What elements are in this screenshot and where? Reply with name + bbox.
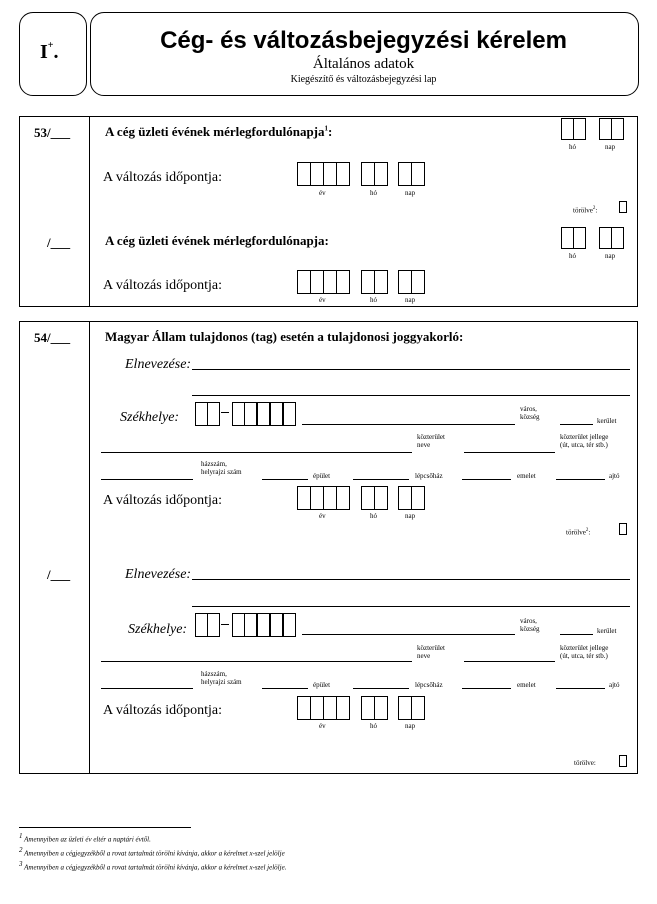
s54b-change-date-label: A változás időpontja:	[103, 703, 222, 718]
s54-name-label: Elnevezése:	[125, 357, 192, 372]
s53b-cmonth-box-1[interactable]	[361, 270, 375, 294]
page-title: Cég- és változásbejegyzési kérelem	[160, 27, 567, 54]
s54-street-type-line[interactable]	[464, 452, 555, 453]
form-code-sup: +	[47, 40, 54, 51]
s54b-door-line[interactable]	[556, 688, 605, 689]
s53b-change-date-label: A változás időpontja:	[103, 278, 222, 293]
s54b-house-number-line[interactable]	[101, 688, 193, 689]
s53-month-box-2[interactable]	[573, 118, 586, 140]
s53b-year-box-3[interactable]	[323, 270, 337, 294]
s54-postcode-box-7[interactable]	[283, 402, 296, 426]
s54b-year-box-3[interactable]	[323, 696, 337, 720]
section-54-heading: Magyar Állam tulajdonos (tag) esetén a tulajdonosi joggyakorló:	[105, 329, 464, 344]
s54-deleted-checkbox[interactable]	[619, 523, 627, 535]
s53-cday-box-1[interactable]	[398, 162, 412, 186]
s54-month-box-2[interactable]	[374, 486, 388, 510]
s54b-seat-label: Székhelye:	[128, 622, 188, 637]
s54-house-number-line[interactable]	[101, 479, 193, 480]
s53b-cmonth-box-2[interactable]	[374, 270, 388, 294]
s53-month-label: hó	[569, 143, 576, 151]
s54b-postcode-box-7[interactable]	[283, 613, 296, 637]
s54b-building-line[interactable]	[262, 688, 308, 689]
s53-year-box-4[interactable]	[336, 162, 350, 186]
s53b-year-box-4[interactable]	[336, 270, 350, 294]
s53b-cday-label: nap	[405, 296, 416, 304]
form-code	[40, 40, 59, 64]
s54-name-line-1[interactable]	[192, 369, 630, 370]
s54-city-label: város, község	[520, 405, 540, 421]
s54-street-type-label: közterület jellege (út, utca, tér stb.)	[560, 433, 609, 449]
s54b-year-label: év	[319, 722, 326, 730]
s54b-day-label: nap	[405, 722, 416, 730]
s54-door-label: ajtó	[609, 472, 620, 480]
s53-day-box-2[interactable]	[611, 118, 624, 140]
s54-building-line[interactable]	[262, 479, 308, 480]
section-54-number-column	[19, 321, 90, 774]
s54b-day-box-1[interactable]	[398, 696, 412, 720]
s54b-street-type-line[interactable]	[464, 661, 555, 662]
s54b-day-box-2[interactable]	[411, 696, 425, 720]
s54-staircase-line[interactable]	[353, 479, 409, 480]
s54b-deleted-checkbox[interactable]	[619, 755, 627, 767]
s54b-district-line[interactable]	[560, 634, 593, 635]
s54-door-line[interactable]	[556, 479, 605, 480]
s54b-floor-line[interactable]	[462, 688, 511, 689]
form-code-dot: .	[53, 41, 59, 63]
s53b-year-box-2[interactable]	[310, 270, 324, 294]
section-54-number-2: /___	[47, 567, 71, 582]
s54b-postcode-box-4[interactable]	[244, 613, 257, 637]
s53-deleted-label: törölve$^2$:	[573, 206, 598, 215]
s53-year-box-3[interactable]	[323, 162, 337, 186]
section-53-number-2: /___	[47, 235, 71, 250]
s54-district-line[interactable]	[560, 424, 593, 425]
s54b-staircase-label: lépcsőház	[415, 681, 443, 689]
s54-street-name-line[interactable]	[101, 452, 412, 453]
footnote-2: $^2$ Amennyiben a cégjegyzékből a rovat tartalmát törölni kívánja, akkor a kérelmet x-szel jelölje	[19, 846, 285, 858]
s54-year-label: év	[319, 512, 326, 520]
s53-day-label: nap	[605, 143, 616, 151]
s54b-floor-label: emelet	[517, 681, 536, 689]
s54-postcode-box-5[interactable]	[257, 402, 270, 426]
s53-change-date-label: A változás időpontja:	[103, 170, 222, 185]
s54-month-label: hó	[370, 512, 377, 520]
s54-dash	[221, 412, 229, 413]
s54b-street-type-label: közterület jellege (út, utca, tér stb.)	[560, 644, 609, 660]
s54b-street-name-line[interactable]	[101, 661, 412, 662]
s54b-postcode-box-5[interactable]	[257, 613, 270, 637]
form-code-main: I	[40, 41, 48, 63]
section-53-heading: A cég üzleti évének mérlegfordulónapja$^1$:	[105, 124, 333, 139]
s53b-cday-box-1[interactable]	[398, 270, 412, 294]
s53b-cmonth-label: hó	[370, 296, 377, 304]
s54b-year-box-2[interactable]	[310, 696, 324, 720]
s54b-staircase-line[interactable]	[353, 688, 409, 689]
s54b-deleted-label: törölve:	[574, 759, 596, 767]
s54-staircase-label: lépcsőház	[415, 472, 443, 480]
s54-postcode-box-2[interactable]	[207, 402, 220, 426]
s54-floor-label: emelet	[517, 472, 536, 480]
section-53-number-column	[19, 116, 90, 307]
s53-year-box-1[interactable]	[297, 162, 311, 186]
s54-building-label: épület	[313, 472, 331, 480]
footnote-3: $^3$ Amennyiben a cégjegyzékből a rovat tartalmát törölni kívánja, akkor a kérelmet x-szel jelölje.	[19, 860, 287, 872]
s54b-building-label: épület	[313, 681, 331, 689]
s53b-year-label: év	[319, 296, 326, 304]
s54-year-box-3[interactable]	[323, 486, 337, 510]
s54b-month-box-2[interactable]	[374, 696, 388, 720]
footnote-separator	[19, 827, 191, 828]
s53-cmonth-box-2[interactable]	[374, 162, 388, 186]
s53-cday-label: nap	[405, 189, 416, 197]
s54-day-box-2[interactable]	[411, 486, 425, 510]
section-53-number: 53/___	[34, 125, 71, 140]
s54-change-date-label: A változás időpontja:	[103, 493, 222, 508]
s54-floor-line[interactable]	[462, 479, 511, 480]
s53-cday-box-2[interactable]	[411, 162, 425, 186]
s54-day-box-1[interactable]	[398, 486, 412, 510]
s54-year-box-4[interactable]	[336, 486, 350, 510]
s53-year-box-2[interactable]	[310, 162, 324, 186]
s53-year-label: év	[319, 189, 326, 197]
footnote-1: $^1$ Amennyiben az üzleti év eltér a naptári évtől.	[19, 832, 151, 844]
s54b-name-line-2[interactable]	[192, 606, 630, 607]
s54-house-number-label: házszám, helyrajzi szám	[201, 460, 242, 476]
s54b-house-number-label: házszám, helyrajzi szám	[201, 670, 242, 686]
s54b-month-label: hó	[370, 722, 377, 730]
s54-postcode-box-6[interactable]	[270, 402, 283, 426]
s54-seat-label: Székhelye:	[120, 410, 180, 425]
section-54-number: 54/___	[34, 330, 71, 345]
s54b-postcode-box-6[interactable]	[270, 613, 283, 637]
s54b-name-label: Elnevezése:	[125, 567, 192, 582]
page-subtitle: Általános adatok	[312, 56, 415, 72]
s54-year-box-1[interactable]	[297, 486, 311, 510]
s54b-postcode-box-2[interactable]	[207, 613, 220, 637]
section-53-heading-2: A cég üzleti évének mérlegfordulónapja:	[105, 233, 329, 248]
s54b-dash	[221, 624, 229, 625]
s54b-city-line[interactable]	[302, 634, 515, 635]
s53-deleted-checkbox[interactable]	[619, 201, 627, 213]
s54-street-name-label: közterület neve	[417, 433, 445, 449]
s53-cmonth-box-1[interactable]	[361, 162, 375, 186]
s54b-door-label: ajtó	[609, 681, 620, 689]
s54b-city-label: város, község	[520, 617, 540, 633]
s54b-month-box-1[interactable]	[361, 696, 375, 720]
s53b-cday-box-2[interactable]	[411, 270, 425, 294]
s54b-street-name-label: közterület neve	[417, 644, 445, 660]
page-subtitle-2: Kiegészítő és változásbejegyzési lap	[290, 74, 437, 85]
s54b-year-box-4[interactable]	[336, 696, 350, 720]
s54b-name-line-1[interactable]	[192, 579, 630, 580]
s54-deleted-label: törölve$^2$:	[566, 528, 591, 537]
s54b-district-label: kerület	[597, 627, 617, 635]
s54-year-box-2[interactable]	[310, 486, 324, 510]
s54-postcode-box-4[interactable]	[244, 402, 257, 426]
s53b-year-box-1[interactable]	[297, 270, 311, 294]
s53b-day-label: nap	[605, 252, 616, 260]
s54-name-line-2[interactable]	[192, 395, 630, 396]
s54-city-line[interactable]	[302, 424, 515, 425]
s53-cmonth-label: hó	[370, 189, 377, 197]
s53b-month-box-2[interactable]	[573, 227, 586, 249]
s54b-year-box-1[interactable]	[297, 696, 311, 720]
s53b-day-box-2[interactable]	[611, 227, 624, 249]
s54-day-label: nap	[405, 512, 416, 520]
s54-district-label: kerület	[597, 417, 617, 425]
s53b-month-label: hó	[569, 252, 576, 260]
s54-month-box-1[interactable]	[361, 486, 375, 510]
